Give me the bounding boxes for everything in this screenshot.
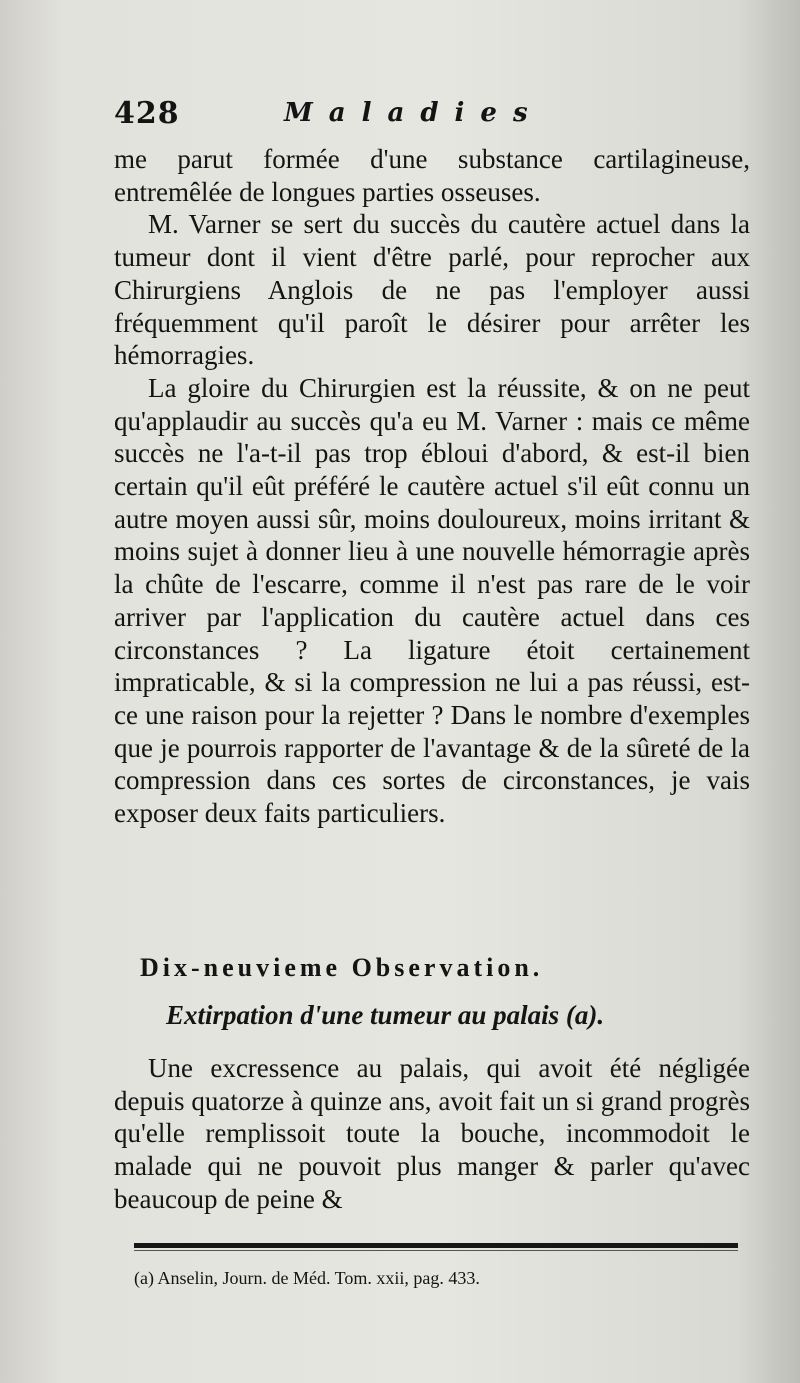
footnote-rule-thin (134, 1250, 738, 1251)
running-head (114, 96, 754, 136)
footnote: (a) Anselin, Journ. de Méd. Tom. xxii, pag. 433. (134, 1268, 480, 1288)
paragraph-3: La gloire du Chirurgien est la réussite, & on ne peut qu'applaudir au succès qu'a eu M. Varner : mais ce même succès ne l'a-t-il pas trop ébloui d'abord, & est-il bien certain qu'il eût préféré le cautère actuel s'il eût connu un autre moyen aussi sûr, moins douloureux, moins irritant & moins sujet à donner lieu à une nouvelle hémorragie après la chûte de l'escarre, comme il n'est pas rare de le voir arriver par l'application du cautère actuel dans ces circonstances ? La ligature étoit certainement impraticable, & si la compression ne lui a pas réussi, est-ce une raison pour la rejetter ? Dans le nombre d'exemples que je pourrois rapporter de l'avantage & de la sûreté de la compression dans ces sortes de circonstances, je vais exposer deux faits particuliers. (114, 372, 750, 829)
paragraph-4: Une excressence au palais, qui avoit été négligée depuis quatorze à quinze ans, avoit fait un si grand progrès qu'elle remplissoit toute la bouche, incommodoit le malade qui ne pouvoit plus manger & parler qu'avec beaucoup de peine & (114, 1053, 750, 1214)
main-text (114, 143, 750, 830)
observation-subtitle: Extirpation d'une tumeur au palais (a). (166, 1000, 605, 1030)
page-number: 428 (114, 96, 180, 131)
footnote-rule (134, 1243, 738, 1248)
paragraph-2: M. Varner se sert du succès du cautère actuel dans la tumeur dont il vient d'être parlé, pour reprocher aux Chirurgiens Anglois de ne pas l'employer aussi fréquemment qu'il paroît le désirer pour arrêter les hémorragies. (114, 209, 750, 371)
paragraph-1: me parut formée d'une substance cartilagineuse, entremêlée de longues parties osseuses. (114, 144, 750, 207)
running-title: Maladies (284, 98, 544, 128)
observation-text (114, 1052, 750, 1216)
observation-heading: Dix-neuvieme Observation. (140, 953, 544, 982)
